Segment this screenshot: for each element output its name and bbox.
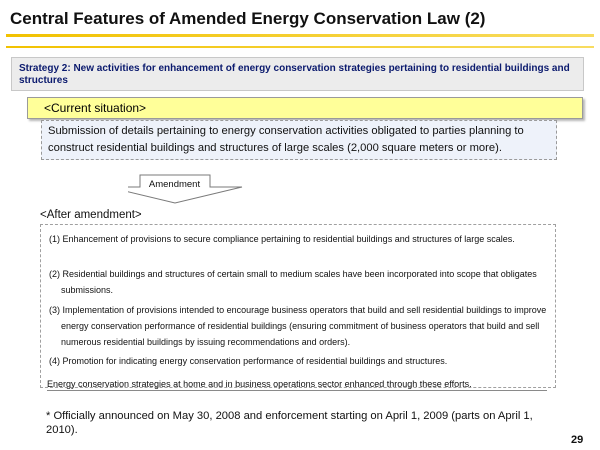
strategy-banner: Strategy 2: New activities for enhancement of energy conservation strategies pertaining to residential buildings and structures	[11, 57, 584, 91]
list-item: (4) Promotion for indicating energy conservation performance of residential buildings and structures.	[49, 356, 448, 366]
amendment-arrow	[128, 174, 248, 204]
title-underline-secondary	[6, 46, 594, 48]
page-number: 29	[571, 434, 584, 446]
list-item: (1) Enhancement of provisions to secure compliance pertaining to residential buildings and structures of large scales.	[49, 234, 515, 244]
title-underline	[6, 34, 594, 37]
current-situation-label: <Current situation>	[27, 97, 583, 119]
footnote: * Officially announced on May 30, 2008 and enforcement starting on April 1, 2009 (parts on April 1, 2010).	[46, 410, 533, 436]
page-title: Central Features of Amended Energy Conservation Law (2)	[10, 9, 486, 28]
list-item: (2) Residential buildings and structures of certain small to medium scales have been incorporated into scope that obligates submissions.	[49, 269, 537, 295]
summary-text: Energy conservation strategies at home and in business operations sector enhanced through these efforts.	[47, 378, 547, 391]
current-situation-text: Submission of details pertaining to energy conservation activities obligated to parties planning to construct residential buildings and structures of large scales (2,000 square meters or more).	[41, 120, 557, 160]
amendment-label: Amendment	[148, 179, 201, 190]
list-item: (3) Implementation of provisions intended to encourage business operators that build and sell residential buildings to improve energy conservation performance of residential buildings (ensuring commitment of business operators that build and sell numerous residential buildings by issuing recommendations and orders).	[49, 305, 547, 347]
after-amendment-label: <After amendment>	[40, 209, 142, 221]
